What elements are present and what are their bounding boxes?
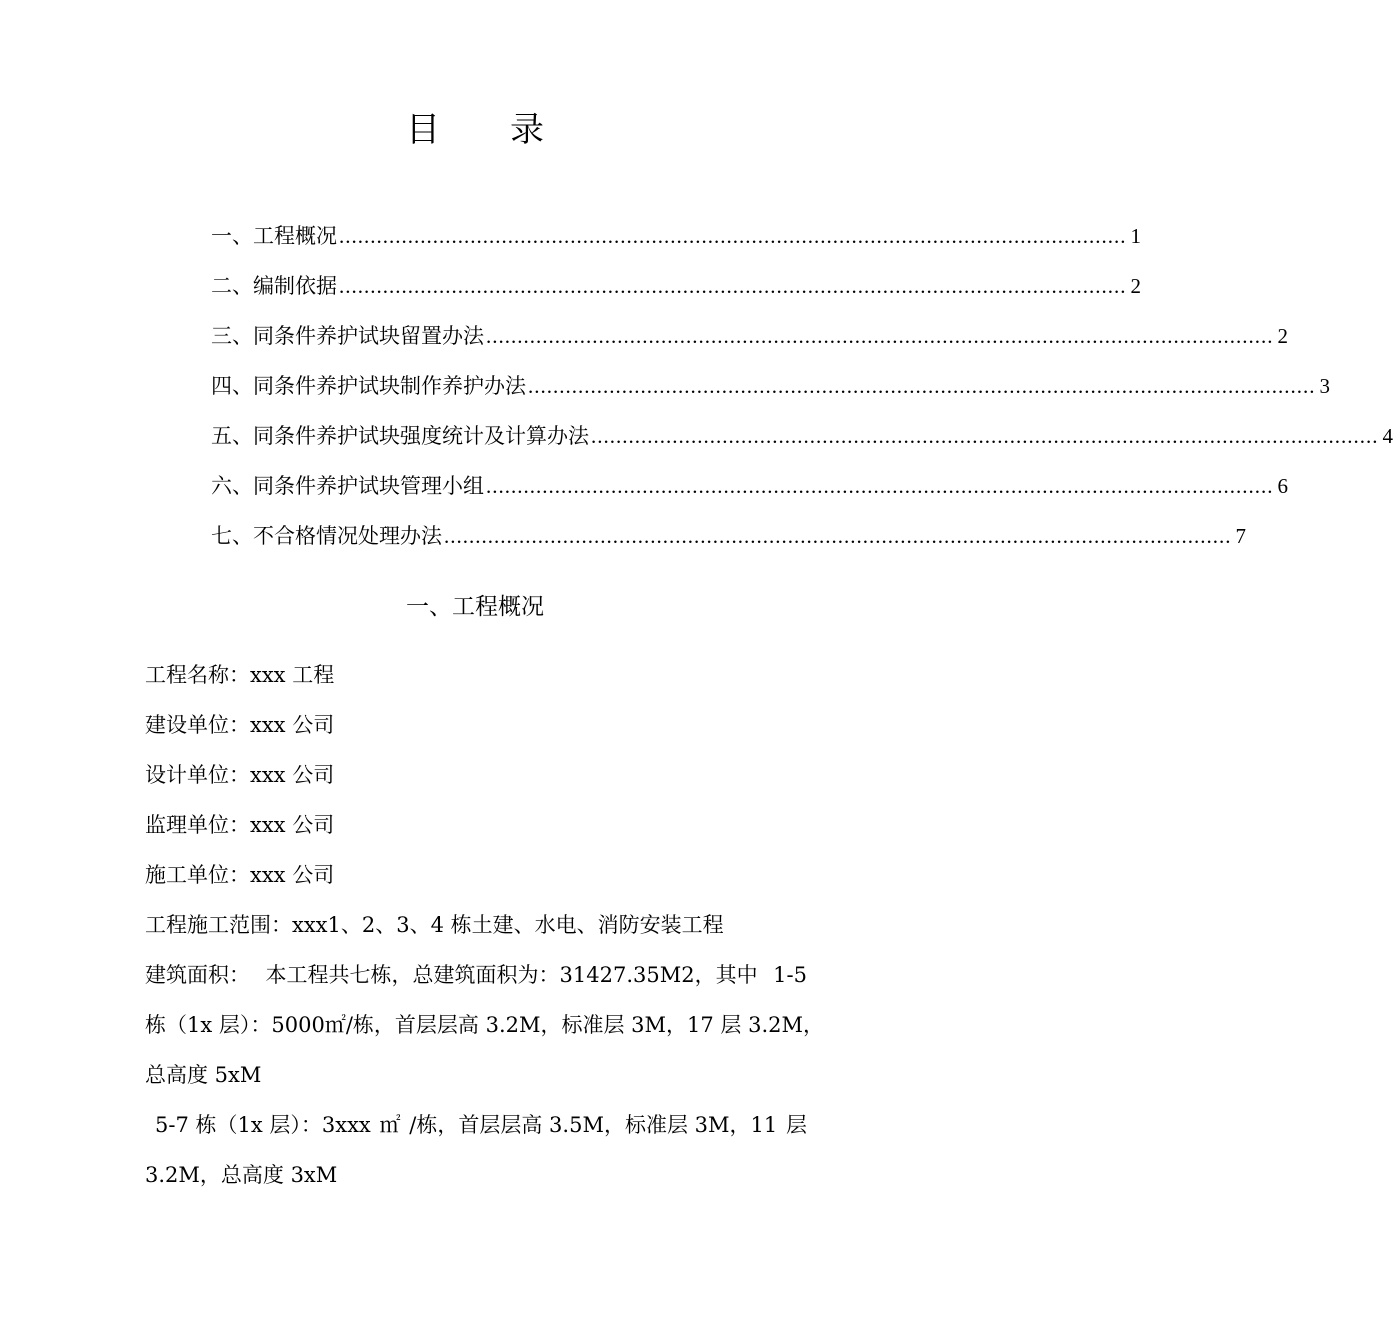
- toc-leader-dots: ..............................................................................................................................: [486, 474, 1274, 498]
- area-text: 本工程共七栋，总建筑面积为：31427.35M2，其中: [265, 963, 758, 987]
- toc-entry-label: 七、不合格情况处理办法: [211, 524, 442, 548]
- toc-entry[interactable]: [211, 422, 1393, 472]
- scope-line: 工程施工范围：xxx1、2、3、4 栋土建、水电、消防安装工程: [145, 913, 724, 937]
- project-name-line: 工程名称：xxx 工程: [145, 663, 335, 687]
- toc-leader-dots: ..............................................................................................................................: [339, 224, 1127, 248]
- toc-leader-dots: ..............................................................................................................................: [486, 324, 1274, 348]
- toc-entry-label: 四、同条件养护试块制作养护办法: [211, 374, 526, 398]
- area-part: 5-7 栋（1x 层）：3xxx: [155, 1113, 371, 1137]
- designer-line: 设计单位：xxx 公司: [145, 763, 335, 787]
- toc-entry-label: 六、同条件养护试块管理小组: [211, 474, 484, 498]
- toc-entry-page: 2: [1277, 324, 1288, 348]
- toc-entry[interactable]: [211, 522, 1246, 572]
- area-part: 首层层高 3.2M，标准层 3M，17 层 3.2M，: [394, 1013, 824, 1037]
- toc-entry-label: 五、同条件养护试块强度统计及计算办法: [211, 424, 589, 448]
- toc-entry-label: 二、编制依据: [211, 274, 337, 298]
- area-line-3: 总高度 5xM: [145, 1063, 262, 1087]
- toc-leader-dots: ..............................................................................................................................: [339, 274, 1127, 298]
- toc-entry-page: 1: [1130, 224, 1141, 248]
- area-line-4: [145, 1110, 807, 1160]
- toc-entry-label: 一、工程概况: [211, 224, 337, 248]
- toc-entry-page: 7: [1235, 524, 1246, 548]
- area-part: /栋，: [345, 1013, 395, 1037]
- area-part: /栋，首层层高 3.5M，标准层 3M，11: [409, 1113, 778, 1137]
- area-label: 建筑面积：: [145, 963, 250, 987]
- toc-entry-label: 三、同条件养护试块留置办法: [211, 324, 484, 348]
- toc-entry-page: 4: [1382, 424, 1393, 448]
- area-line-2: [145, 1010, 824, 1060]
- contractor-line: 施工单位：xxx 公司: [145, 863, 335, 887]
- toc-entry-page: 3: [1319, 374, 1330, 398]
- toc-title-right: 录: [510, 110, 544, 150]
- area-line-1: [145, 960, 807, 1010]
- toc-leader-dots: ..............................................................................................................................: [591, 424, 1379, 448]
- area-unit: ㎡: [379, 1113, 401, 1137]
- toc-entry-page: 6: [1277, 474, 1288, 498]
- toc-title-left: 目: [406, 110, 440, 150]
- toc-entry[interactable]: [211, 272, 1141, 322]
- section-heading: 一、工程概况: [406, 594, 544, 620]
- toc-entry-page: 2: [1130, 274, 1141, 298]
- toc-entry[interactable]: [211, 222, 1141, 272]
- area-unit: ㎡: [324, 1013, 346, 1037]
- toc-title: [0, 102, 950, 151]
- section-body: [145, 660, 824, 1210]
- area-part: 层: [785, 1113, 807, 1137]
- area-range: 1-5: [773, 963, 807, 987]
- toc-entry[interactable]: [211, 372, 1330, 422]
- area-line-5: 3.2M，总高度 3xM: [145, 1163, 338, 1187]
- toc-leader-dots: ..............................................................................................................................: [528, 374, 1316, 398]
- toc-entry[interactable]: [211, 472, 1288, 522]
- owner-line: 建设单位：xxx 公司: [145, 713, 335, 737]
- toc-leader-dots: ..............................................................................................................................: [444, 524, 1232, 548]
- supervisor-line: 监理单位：xxx 公司: [145, 813, 335, 837]
- area-part: 栋（1x 层）：5000: [145, 1013, 325, 1037]
- table-of-contents: [211, 222, 1393, 572]
- toc-entry[interactable]: [211, 322, 1288, 372]
